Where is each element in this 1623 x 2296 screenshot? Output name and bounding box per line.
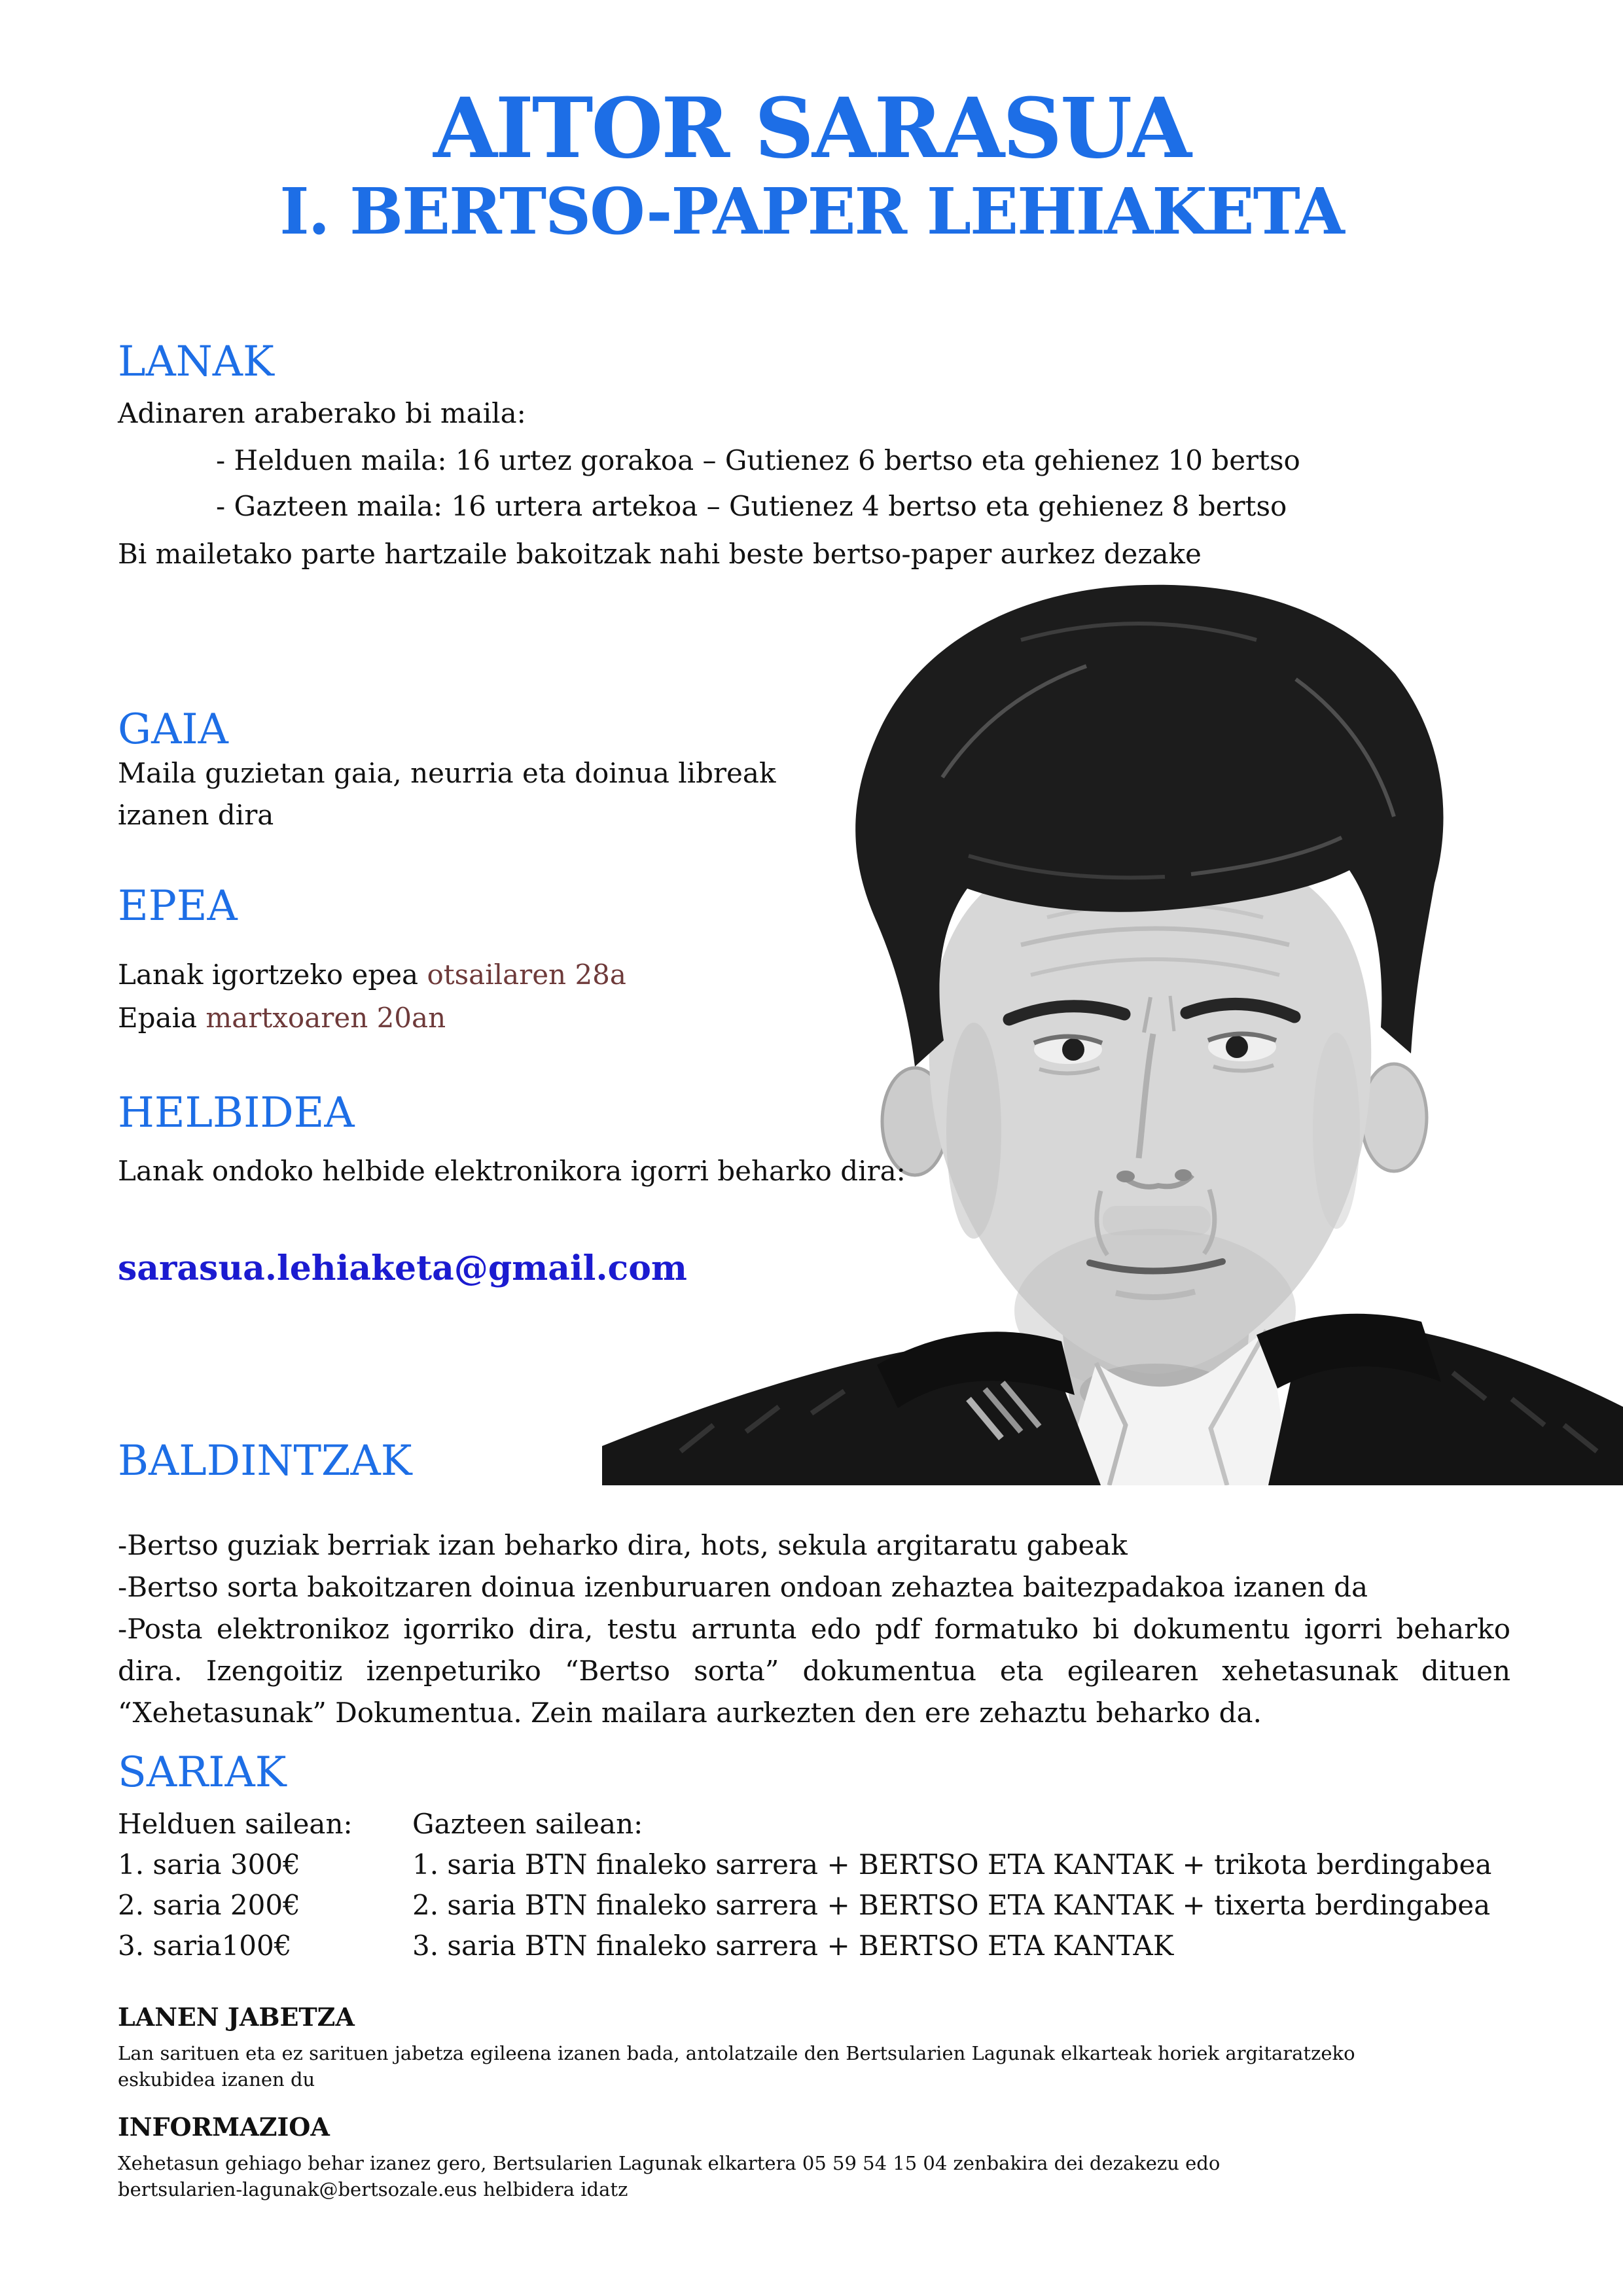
section-heading-sariak: SARIAK — [118, 1748, 287, 1797]
section-heading-lanak: LANAK — [118, 338, 274, 386]
section-heading-informazioa: INFORMAZIOA — [118, 2112, 330, 2142]
section-heading-lanen-jabetza: LANEN JABETZA — [118, 2002, 355, 2032]
gaia-body: Maila guzietan gaia, neurria eta doinua libreak izanen dira — [118, 757, 776, 831]
poster-subtitle: I. BERTSO-PAPER LEHIAKETA — [279, 174, 1344, 249]
sariak-col1-header: Helduen sailean: — [118, 1808, 353, 1840]
epea-verdict-label: Epaia — [118, 1002, 206, 1034]
lanak-bullet-helduen: - Helduen maila: 16 urtez gorakoa – Gutienez 6 bertso eta gehienez 10 bertso — [216, 444, 1300, 476]
sariak-youth-prize-1: 1. saria BTN finaleko sarrera + BERTSO ETA KANTAK + trikota berdingabea — [412, 1848, 1492, 1881]
baldintzak-item-1: -Bertso guziak berriak izan beharko dira, hots, sekula argitaratu gabeak — [118, 1529, 1128, 1561]
sariak-youth-prize-3: 3. saria BTN finaleko sarrera + BERTSO ETA KANTAK — [412, 1930, 1174, 1962]
section-heading-epea: EPEA — [118, 882, 238, 930]
section-heading-baldintzak: BALDINTZAK — [118, 1437, 412, 1485]
sariak-adult-prize-3: 3. saria100€ — [118, 1930, 292, 1962]
epea-verdict-line — [118, 997, 446, 1039]
epea-deadline-line — [118, 954, 626, 996]
lanak-outro: Bi mailetako parte hartzaile bakoitzak nahi beste bertso-paper aurkez dezake — [118, 538, 1202, 570]
lanen-jabetza-body: Lan sarituen eta ez sarituen jabetza egileena izanen bada, antolatzaile den Bertsularien Lagunak elkarteak horiek argitaratzeko eskubidea izanen du — [118, 2042, 1355, 2091]
epea-verdict-date: martxoaren 20an — [205, 1002, 446, 1034]
lanak-bullet-gazteen: - Gazteen maila: 16 urtera artekoa – Gutienez 4 bertso eta gehienez 8 bertso — [216, 490, 1287, 522]
helbidea-body: Lanak ondoko helbide elektronikora igorri beharko dira: — [118, 1155, 906, 1187]
sariak-col2-header: Gazteen sailean: — [412, 1808, 643, 1840]
poster-header — [0, 80, 1623, 249]
epea-deadline-label: Lanak igortzeko epea — [118, 959, 427, 991]
section-heading-gaia: GAIA — [118, 705, 228, 754]
sariak-adult-prize-1: 1. saria 300€ — [118, 1848, 300, 1881]
section-heading-helbidea: HELBIDEA — [118, 1089, 355, 1137]
sariak-adult-prize-2: 2. saria 200€ — [118, 1889, 300, 1921]
poster-title: AITOR SARASUA — [433, 80, 1190, 177]
epea-deadline-date: otsailaren 28a — [427, 959, 626, 991]
informazioa-body: Xehetasun gehiago behar izanez gero, Bertsularien Lagunak elkartera 05 59 54 15 04 zenbakira dei dezakezu edo bertsularien-lagunak@bertsozale.eus helbidera idatz — [118, 2152, 1221, 2200]
lanak-intro: Adinaren araberako bi maila: — [118, 397, 526, 429]
sariak-youth-prize-2: 2. saria BTN finaleko sarrera + BERTSO ETA KANTAK + tixerta berdingabea — [412, 1889, 1491, 1921]
baldintzak-item-2: -Bertso sorta bakoitzaren doinua izenburuaren ondoan zehaztea baitezpadakoa izanen da — [118, 1571, 1368, 1603]
portrait-photo — [602, 581, 1623, 1485]
baldintzak-item-3: -Posta elektronikoz igorriko dira, testu arrunta edo pdf formatuko bi dokumentu igorri beharko dira. Izengoitiz izenpeturiko “Bertso sorta” dokumentua eta egilearen xehetasunak dituen “Xehetasunak” Dokumentua. Zein mailara aurkezten den ere zehaztu beharko da. — [118, 1613, 1510, 1729]
contest-email-link[interactable]: sarasua.lehiaketa@gmail.com — [118, 1248, 687, 1288]
